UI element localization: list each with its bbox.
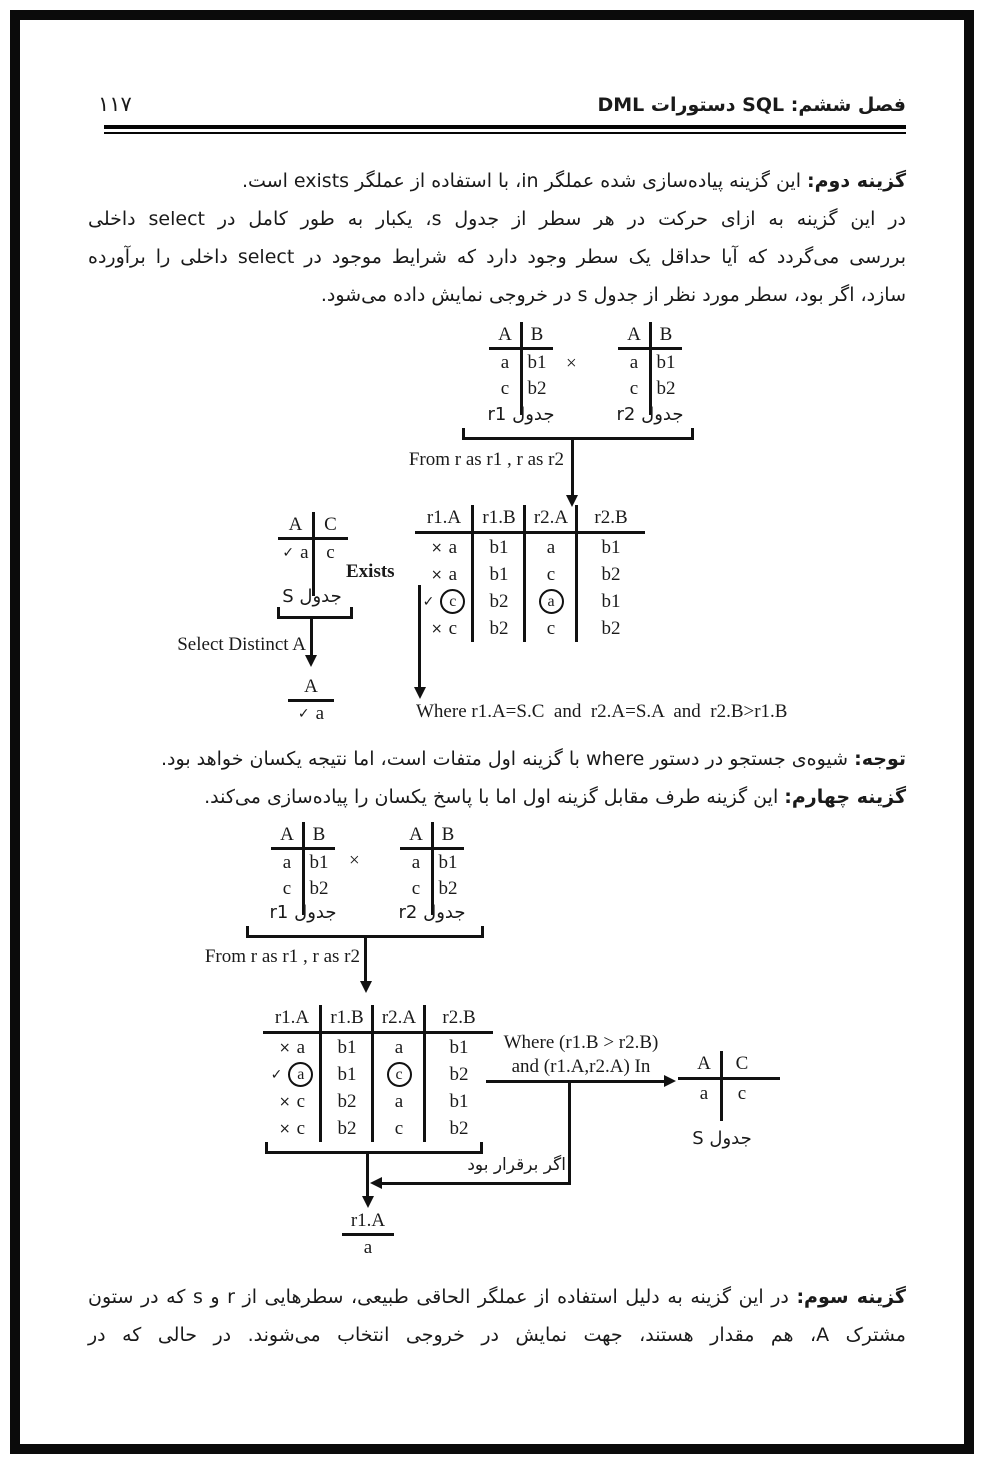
- table-s-label: جدول S: [692, 1128, 752, 1149]
- reject-mark: ×: [278, 1039, 291, 1056]
- reject-mark: ×: [278, 1120, 291, 1137]
- cell: a: [546, 536, 556, 558]
- paragraph-line: سازد، اگر بود، سطر مورد نظر از جدول s در خروجی نمایش داده می‌شود.: [320, 284, 906, 306]
- result-column-header: r1.A: [350, 1210, 386, 1231]
- cell: [263, 1037, 321, 1059]
- col-header: A: [498, 324, 512, 345]
- cell: b2: [309, 878, 329, 899]
- col-header: r2.A: [381, 1007, 417, 1028]
- arrow-down-icon: [414, 687, 426, 699]
- table-r1: [271, 822, 335, 902]
- accept-mark: ✓: [282, 545, 295, 561]
- paragraph-line: [88, 162, 906, 200]
- arrow-down-icon: [362, 1196, 374, 1208]
- cell: [525, 589, 577, 614]
- cell: c: [546, 617, 556, 639]
- cell: b1: [601, 536, 621, 558]
- flow-arrow-line: [366, 1151, 369, 1197]
- col-header: r1.A: [426, 507, 462, 528]
- column-divider: [649, 322, 652, 415]
- cell: a: [500, 352, 510, 373]
- paragraph-line: [88, 740, 906, 778]
- condition-label: اگر برقرار بود: [467, 1155, 566, 1175]
- cell: b2: [601, 617, 621, 639]
- cell: c: [282, 878, 292, 899]
- arrow-down-icon: [360, 981, 372, 993]
- cell: b2: [438, 878, 458, 899]
- cell: b1: [489, 536, 509, 558]
- table-row: [263, 1034, 493, 1061]
- accept-mark: ✓: [270, 1066, 283, 1083]
- table-row: [415, 615, 645, 642]
- cell: b2: [449, 1063, 469, 1085]
- lead-label: گزینه دوم:: [807, 170, 906, 192]
- feedback-line-vertical: [568, 1082, 571, 1185]
- table-header: [415, 505, 645, 534]
- cell: [278, 542, 313, 564]
- table-row: [263, 1061, 493, 1088]
- feedback-line-horizontal: [382, 1182, 571, 1185]
- col-header: A: [627, 324, 641, 345]
- out-cell: a: [699, 1083, 709, 1104]
- flow-arrow-line: [364, 935, 367, 982]
- page-number: ۱۱۷: [98, 92, 132, 116]
- table-row: [415, 561, 645, 588]
- from-clause-label: From r as r1 , r as r2: [204, 946, 360, 967]
- value: a: [296, 1036, 306, 1058]
- cell: b1: [449, 1090, 469, 1112]
- cell: b2: [601, 563, 621, 585]
- col-header: B: [312, 824, 326, 845]
- cell: b2: [337, 1117, 357, 1139]
- cell: b1: [449, 1036, 469, 1058]
- from-clause-label: From r as r1 , r as r2: [408, 449, 564, 470]
- table-row: [415, 534, 645, 561]
- reject-mark: ×: [278, 1093, 291, 1110]
- column-divider: [371, 1005, 374, 1142]
- cell: [263, 1091, 321, 1113]
- paragraph-line: بررسی می‌گردد که آیا حداقل یک سطر وجود دارد که شرایط موجود در select داخلی را برآورده: [88, 246, 906, 268]
- lead-label: توجه:: [854, 748, 906, 770]
- exists-arrow-line: [418, 585, 421, 688]
- paragraph-line: [88, 1278, 906, 1316]
- cell: a: [282, 852, 292, 873]
- cell: b1: [656, 352, 676, 373]
- line-text: این گزینه پیاده‌سازی شده عملگر in، با استفاده از عملگر exists است.: [241, 170, 808, 192]
- circled-value: c: [440, 589, 465, 614]
- where-clause-label: Where r1.A=S.C and r2.A=S.A and r2.B>r1.B: [416, 701, 788, 722]
- accept-mark: ✓: [297, 706, 310, 722]
- arrow-left-icon: [370, 1177, 382, 1189]
- cell: [415, 537, 473, 559]
- table-row: [263, 1115, 493, 1142]
- cell: [263, 1118, 321, 1140]
- value: a: [448, 563, 458, 585]
- table-s: [278, 512, 348, 566]
- paragraph-option-two: [88, 162, 906, 314]
- arrow-right-icon: [664, 1075, 676, 1087]
- col-header: C: [324, 514, 337, 535]
- arrow-down-icon: [305, 655, 317, 667]
- paragraph-note: [88, 740, 906, 816]
- table-r2-label: جدول r2: [616, 404, 684, 425]
- col-header: r1.A: [274, 1007, 310, 1028]
- cell: c: [500, 378, 510, 399]
- cross-product-operator: ×: [566, 353, 577, 374]
- column-divider: [523, 505, 526, 642]
- cross-product-operator: ×: [349, 850, 360, 871]
- bracket: [277, 607, 353, 619]
- reject-mark: ×: [430, 620, 443, 637]
- column-divider: [575, 505, 578, 642]
- paragraph-line: مشترک A، هم مقدار هستند، جهت نمایش در خروجی انتخاب می‌شوند. در حالی که در: [88, 1324, 906, 1346]
- result-row: [278, 703, 344, 725]
- flow-arrow-line: [571, 437, 574, 496]
- cell: [415, 618, 473, 640]
- col-header: B: [530, 324, 544, 345]
- cell: b2: [337, 1090, 357, 1112]
- flow-arrow-line: [310, 616, 313, 656]
- result-underline: [342, 1233, 394, 1236]
- out-header-underline: [678, 1077, 780, 1080]
- table-header: [263, 1005, 493, 1034]
- cell: c: [411, 878, 421, 899]
- value: a: [300, 542, 309, 563]
- paragraph-line: در این گزینه به ازای حرکت در هر سطر از جدول s، یکبار به طور کامل در select داخلی: [88, 208, 906, 230]
- circled-value: c: [387, 1062, 412, 1087]
- cell: b2: [489, 590, 509, 612]
- table-r2: [618, 322, 682, 402]
- flow-arrow-line: [486, 1080, 666, 1083]
- result-row: a: [363, 1237, 373, 1258]
- col-header: B: [441, 824, 455, 845]
- col-header: A: [280, 824, 294, 845]
- cell: c: [394, 1117, 404, 1139]
- table-row: [263, 1088, 493, 1115]
- cell: a: [629, 352, 639, 373]
- table-s-label: جدول S: [282, 586, 342, 607]
- exists-label: Exists: [346, 561, 395, 582]
- cell: b2: [527, 378, 547, 399]
- cell: b2: [656, 378, 676, 399]
- cell: b1: [337, 1036, 357, 1058]
- cell: [263, 1062, 321, 1087]
- bracket: [265, 1142, 483, 1154]
- col-header: r2.B: [594, 507, 628, 528]
- value: a: [315, 703, 325, 724]
- cell: b1: [309, 852, 329, 873]
- value: c: [296, 1117, 306, 1139]
- cartesian-table: [415, 505, 645, 642]
- circled-value: a: [288, 1062, 313, 1087]
- table-r2: [400, 822, 464, 902]
- line-text: این گزینه طرف مقابل گزینه اول اما با پاسخ یکسان را پیاده‌سازی می‌کند.: [204, 786, 785, 808]
- header-rule: [104, 125, 906, 134]
- reject-mark: ×: [430, 539, 443, 556]
- column-divider: [520, 322, 523, 415]
- cell: c: [326, 542, 335, 563]
- column-divider: [319, 1005, 322, 1142]
- table-r2-label: جدول r2: [398, 902, 466, 923]
- col-header: B: [659, 324, 673, 345]
- paragraph-line: [88, 778, 906, 816]
- cartesian-table: [263, 1005, 493, 1142]
- where-clause-line2: and (r1.A,r2.A) In: [511, 1056, 651, 1077]
- line-text: شیوه‌ی جستجو در دستور where با گزینه اول متفات است، اما نتیجه یکسان خواهد بود.: [161, 748, 855, 770]
- cell: b1: [489, 563, 509, 585]
- bracket: [462, 428, 694, 440]
- result-underline: [288, 699, 334, 702]
- table-r1: [489, 322, 553, 402]
- out-col-header: C: [735, 1053, 749, 1074]
- lead-label: گزینه سوم:: [796, 1286, 906, 1308]
- table-r1-label: جدول r1: [269, 902, 337, 923]
- value: c: [296, 1090, 306, 1112]
- cell: [415, 564, 473, 586]
- value: a: [448, 536, 458, 558]
- line-text: در این گزینه به دلیل استفاده از عملگر الحاقی طبیعی، سطرهایی از r و s که در ستون: [88, 1286, 797, 1308]
- cell: b1: [337, 1063, 357, 1085]
- lead-label: گزینه چهارم:: [784, 786, 906, 808]
- cell: b2: [489, 617, 509, 639]
- col-header: r2.A: [533, 507, 569, 528]
- col-header: r1.B: [330, 1007, 364, 1028]
- table-row: [415, 588, 645, 615]
- out-cell: c: [737, 1083, 747, 1104]
- cell: b1: [527, 352, 547, 373]
- value: c: [448, 617, 458, 639]
- cell: c: [629, 378, 639, 399]
- select-distinct-label: Select Distinct A: [177, 634, 306, 655]
- col-header: r1.B: [482, 507, 516, 528]
- cell: a: [394, 1036, 404, 1058]
- cell: b1: [601, 590, 621, 612]
- running-header-title: فصل ششم: SQL دستورات DML: [597, 94, 906, 116]
- col-header: r2.B: [442, 1007, 476, 1028]
- reject-mark: ×: [430, 566, 443, 583]
- col-header: A: [409, 824, 423, 845]
- circled-value: a: [539, 589, 564, 614]
- cell: [415, 589, 473, 614]
- cell: a: [394, 1090, 404, 1112]
- column-divider: [423, 1005, 426, 1142]
- cell: c: [546, 563, 556, 585]
- column-divider: [312, 512, 315, 596]
- col-header: A: [288, 514, 303, 535]
- cell: [373, 1062, 425, 1087]
- cell: b1: [438, 852, 458, 873]
- where-clause-line1: Where (r1.B > r2.B): [503, 1032, 659, 1053]
- cell: b2: [449, 1117, 469, 1139]
- result-column-header: A: [304, 676, 318, 697]
- table-r1-label: جدول r1: [487, 404, 555, 425]
- cell: a: [411, 852, 421, 873]
- out-col-header: A: [697, 1053, 711, 1074]
- paragraph-option-three: [88, 1278, 906, 1354]
- column-divider: [471, 505, 474, 642]
- accept-mark: ✓: [422, 593, 435, 610]
